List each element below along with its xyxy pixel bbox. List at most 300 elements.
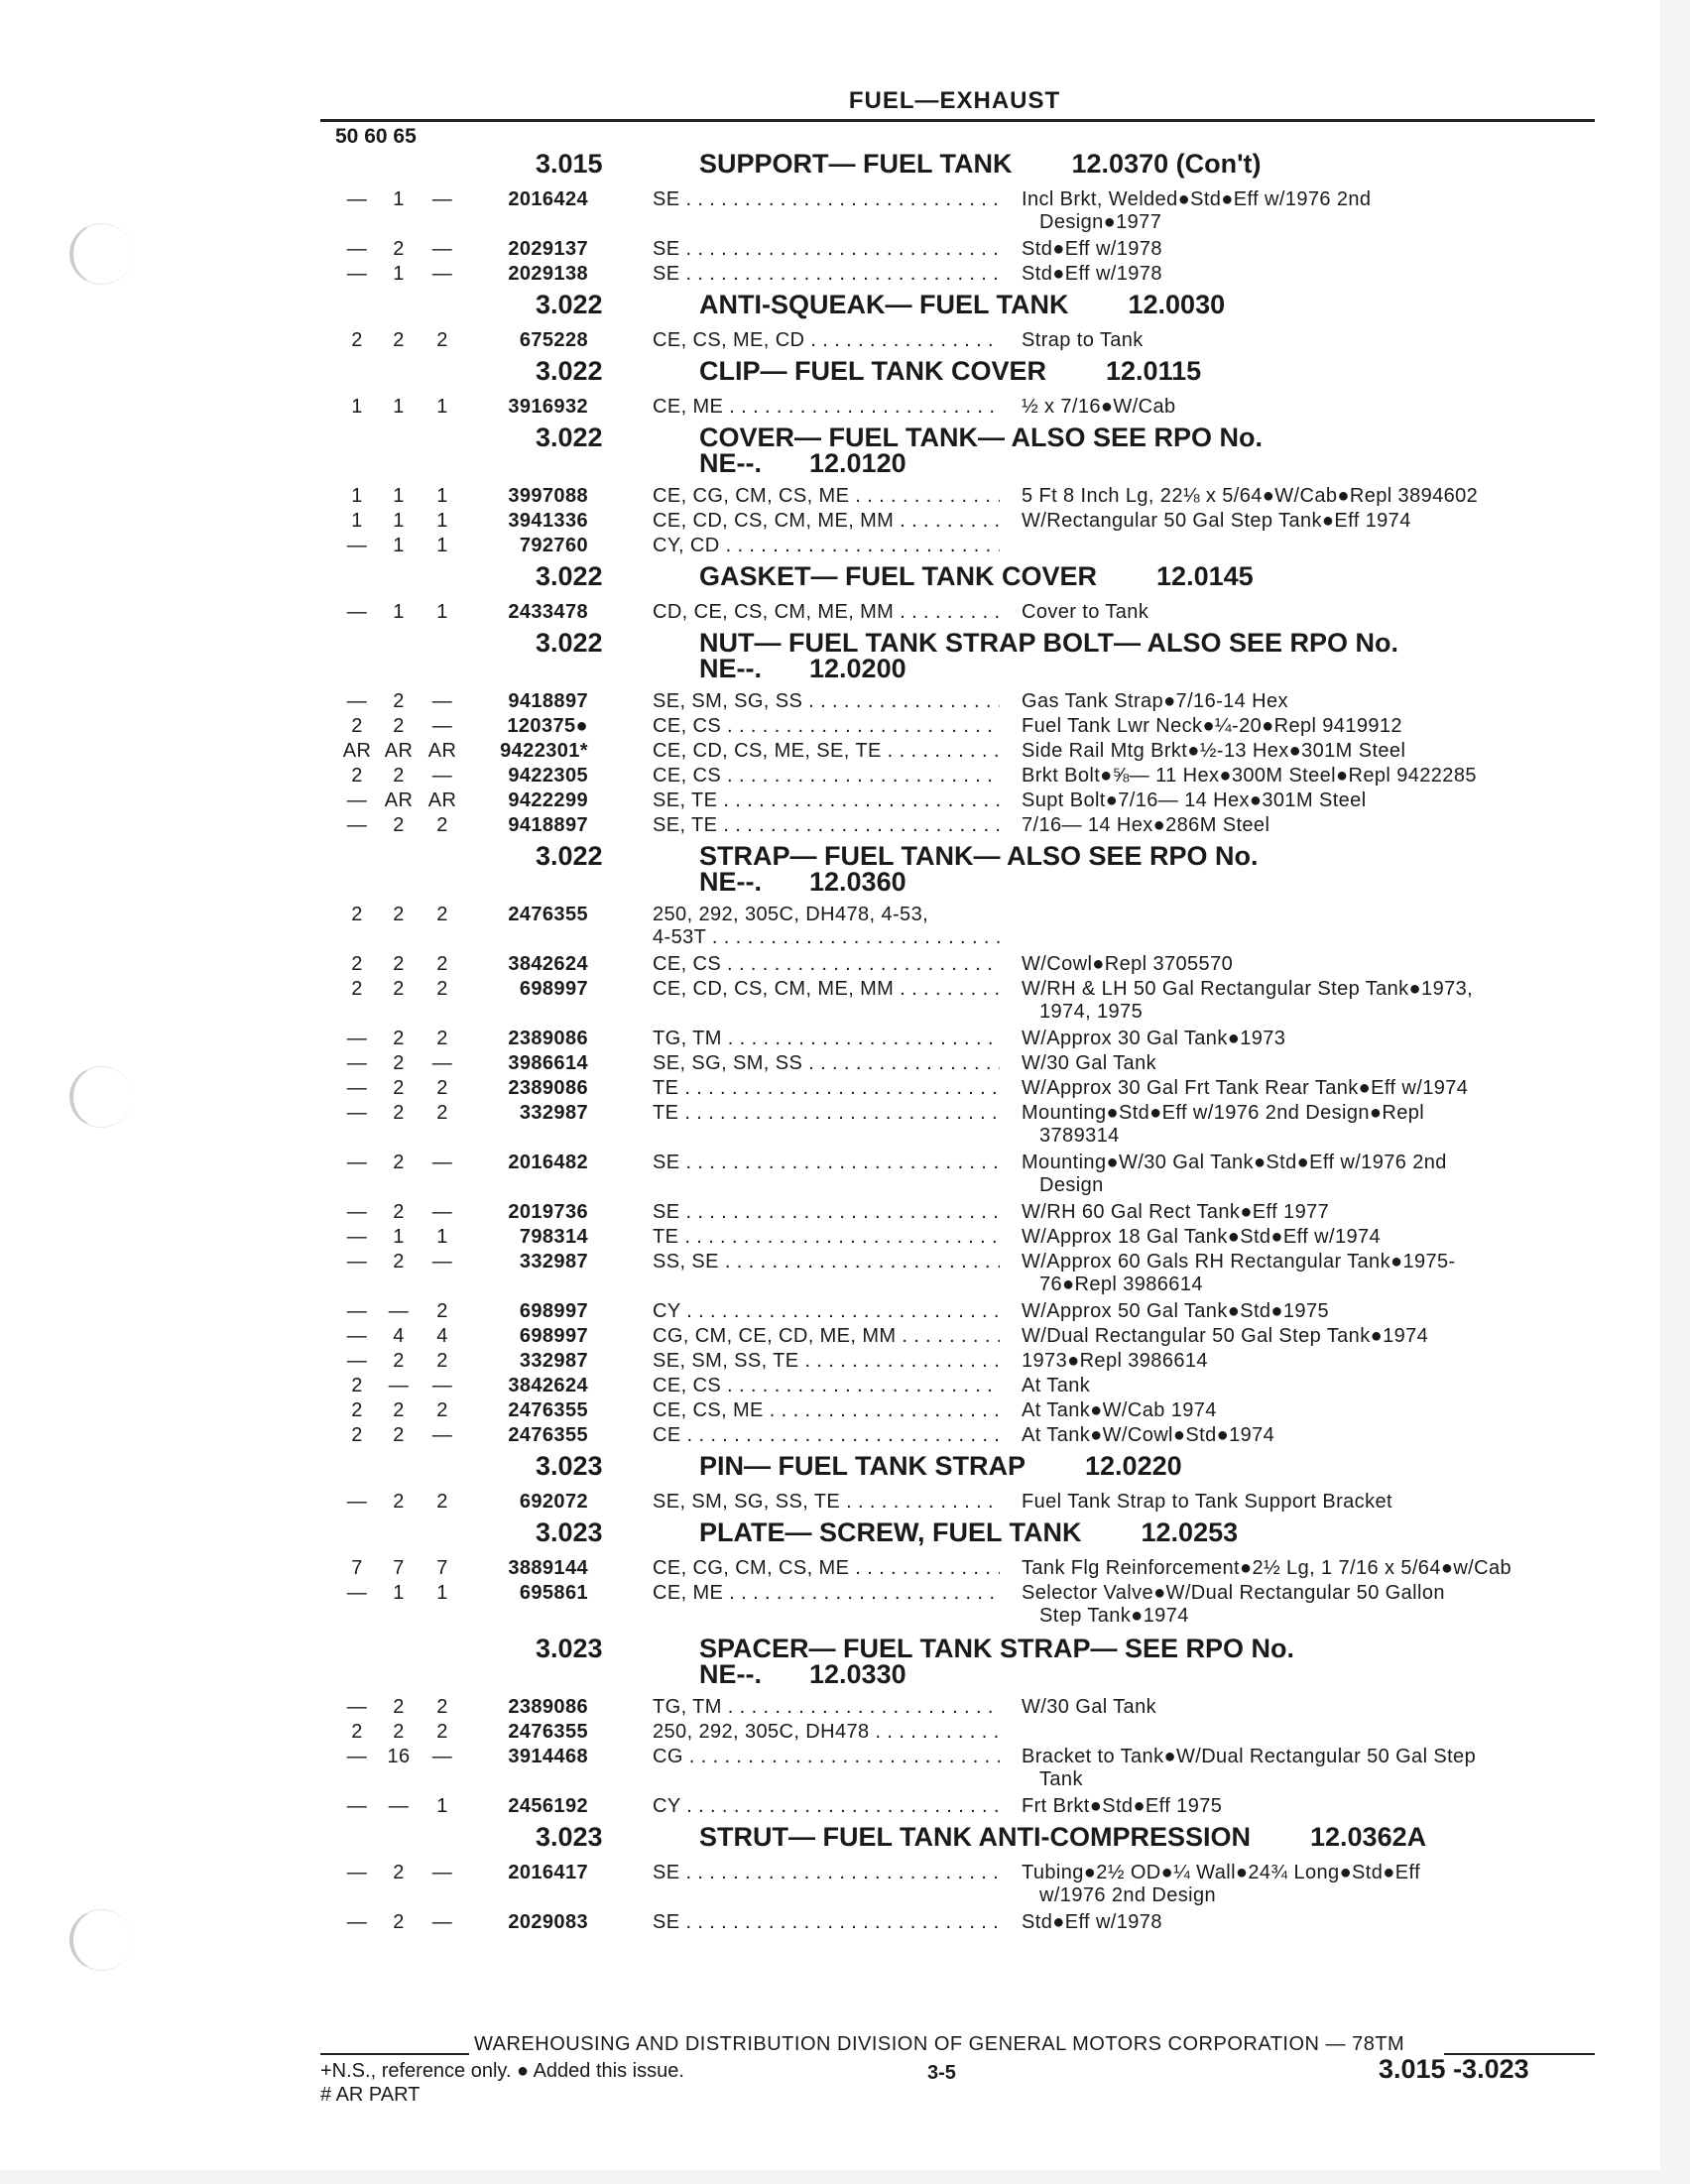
part-description	[1022, 978, 1597, 1024]
parts-row	[0, 904, 1690, 953]
part-number: 3889144	[508, 1557, 588, 1579]
description-line: W/Approx 18 Gal Tank●Std●Eff w/1974	[1022, 1226, 1382, 1248]
qty-cell: 2	[436, 904, 448, 925]
part-number: 3997088	[508, 485, 588, 507]
part-description	[1022, 740, 1597, 763]
footnote-ar-part: # AR PART	[320, 2084, 421, 2106]
qty-cell: 2	[436, 978, 448, 1000]
part-description	[1022, 715, 1597, 738]
part-number: 2019736	[508, 1201, 588, 1223]
part-number: 692072	[519, 1491, 588, 1513]
qty-cell: 1	[351, 396, 363, 418]
part-description	[1022, 1102, 1597, 1148]
description-line: Side Rail Mtg Brkt●½-13 Hex●301M Steel	[1022, 740, 1406, 762]
section-title-cont	[699, 654, 906, 684]
parts-row	[0, 1152, 1690, 1201]
parts-row	[0, 1399, 1690, 1424]
qty-cell: —	[346, 1582, 368, 1604]
section-title-text: PLATE— SCREW, FUEL TANK	[699, 1517, 1082, 1547]
description-line-2: Tank	[1039, 1768, 1083, 1790]
parts-row	[0, 1491, 1690, 1516]
description-line-2: 76●Repl 3986614	[1039, 1274, 1203, 1295]
qty-cell: —	[431, 1424, 453, 1446]
qty-cell: —	[346, 1696, 368, 1718]
model-codes-line: CE, CS . . .	[653, 953, 1000, 976]
qty-cell: 1	[393, 601, 405, 623]
qty-cell: —	[346, 789, 368, 811]
part-number: 2476355	[508, 904, 588, 925]
parts-row	[0, 1862, 1690, 1911]
parts-row	[0, 1795, 1690, 1820]
description-line: Std●Eff w/1978	[1022, 263, 1162, 285]
parts-row	[0, 1226, 1690, 1251]
part-description	[1022, 329, 1597, 352]
qty-cell: —	[431, 1052, 453, 1074]
part-description	[1022, 1795, 1597, 1818]
model-codes	[653, 1582, 1000, 1632]
model-codes	[653, 1152, 1000, 1201]
parts-row	[0, 1582, 1690, 1632]
part-number: 698997	[519, 1300, 588, 1322]
part-description	[1022, 789, 1597, 812]
part-number: 3916932	[508, 396, 588, 418]
qty-cell: 2	[436, 1028, 448, 1049]
model-codes-line: CE, CG, CM, CS, ME . . .	[653, 485, 1000, 508]
section-title	[699, 149, 1262, 180]
qty-cell: 2	[351, 765, 363, 787]
qty-cell: —	[346, 690, 368, 712]
description-line: Frt Brkt●Std●Eff 1975	[1022, 1795, 1223, 1817]
qty-cell: 2	[351, 953, 363, 975]
qty-cell: 2	[393, 1077, 405, 1099]
part-description	[1022, 188, 1597, 234]
qty-cell: 7	[393, 1557, 405, 1579]
description-line: W/Approx 50 Gal Tank●Std●1975	[1022, 1300, 1329, 1322]
qty-cell: 1	[436, 1582, 448, 1604]
model-codes	[653, 1911, 1000, 1961]
qty-cell: —	[431, 263, 453, 285]
part-number: 698997	[519, 978, 588, 1000]
description-line: Std●Eff w/1978	[1022, 238, 1162, 260]
part-number: 2029137	[508, 238, 588, 260]
qty-cell: 2	[436, 1696, 448, 1718]
model-codes-line: CE, CS . . .	[653, 1375, 1000, 1397]
qty-cell: —	[431, 238, 453, 260]
qty-cell: 16	[387, 1746, 411, 1767]
part-description	[1022, 765, 1597, 788]
parts-row	[0, 1375, 1690, 1399]
description-line: Supt Bolt●7/16— 14 Hex●301M Steel	[1022, 789, 1367, 811]
qty-cell: 1	[393, 1582, 405, 1604]
page-title: FUEL—EXHAUST	[848, 87, 1061, 114]
section-number: 3.023	[536, 1517, 603, 1547]
qty-cell: 2	[393, 329, 405, 351]
parts-row	[0, 510, 1690, 535]
section-code: 12.0370 (Con't)	[1071, 149, 1262, 179]
footnote-legend: +N.S., reference only. ● Added this issue.	[320, 2060, 684, 2082]
model-codes-line: SE . . .	[653, 1862, 1000, 1884]
parts-row	[0, 396, 1690, 421]
part-number: 332987	[519, 1350, 588, 1372]
section-number: 3.022	[536, 356, 603, 386]
parts-list	[0, 147, 1690, 1936]
qty-cell: 2	[393, 765, 405, 787]
part-description	[1022, 1251, 1597, 1296]
description-line: W/30 Gal Tank	[1022, 1696, 1157, 1718]
model-codes-line: SE . . .	[653, 1152, 1000, 1174]
part-number: 3941336	[508, 510, 588, 532]
description-line: Selector Valve●W/Dual Rectangular 50 Gallon	[1022, 1582, 1445, 1604]
part-number: 2389086	[508, 1077, 588, 1099]
part-description	[1022, 690, 1597, 713]
section-number: 3.022	[536, 561, 603, 591]
qty-cell: —	[346, 1911, 368, 1933]
qty-cell: 1	[393, 188, 405, 210]
model-codes-line: SE, TE . . .	[653, 789, 1000, 812]
section-title-text-2: NE--.	[699, 654, 762, 683]
footer-text: WAREHOUSING AND DISTRIBUTION DIVISION OF GENERAL MOTORS CORPORATION — 78TM	[474, 2033, 1405, 2055]
section-header	[0, 1449, 1690, 1491]
qty-cell: 1	[436, 1226, 448, 1248]
model-codes-line: CG, CM, CE, CD, ME, MM . . .	[653, 1325, 1000, 1348]
description-line: 5 Ft 8 Inch Lg, 22⅛ x 5/64●W/Cab●Repl 3894602	[1022, 485, 1479, 507]
parts-row	[0, 1102, 1690, 1152]
qty-cell: 2	[351, 904, 363, 925]
qty-cell: 2	[393, 715, 405, 737]
description-line: Strap to Tank	[1022, 329, 1144, 351]
model-codes	[653, 1862, 1000, 1911]
section-header	[0, 421, 1690, 485]
qty-cell: 2	[393, 1152, 405, 1173]
header-rule	[320, 119, 1595, 122]
parts-row	[0, 1557, 1690, 1582]
footer-rule-left	[320, 2053, 469, 2055]
qty-cell: 1	[436, 601, 448, 623]
part-description	[1022, 1375, 1597, 1397]
description-line: Fuel Tank Strap to Tank Support Bracket	[1022, 1491, 1392, 1513]
model-codes-line: CE, CS, ME . . .	[653, 1399, 1000, 1422]
qty-cell: 2	[351, 329, 363, 351]
part-description	[1022, 1399, 1597, 1422]
qty-cell: 2	[393, 1251, 405, 1273]
qty-cell: 2	[436, 1350, 448, 1372]
qty-cell: 2	[436, 1102, 448, 1124]
section-header	[0, 147, 1690, 188]
qty-cell: —	[388, 1300, 410, 1322]
section-code: 12.0120	[809, 448, 906, 478]
section-title	[699, 561, 1254, 592]
parts-row	[0, 953, 1690, 978]
parts-row	[0, 978, 1690, 1028]
part-description	[1022, 485, 1597, 508]
description-line: W/Dual Rectangular 50 Gal Step Tank●1974	[1022, 1325, 1429, 1347]
qty-cell: —	[431, 1152, 453, 1173]
description-line-2: Design●1977	[1039, 211, 1162, 233]
section-title-text: COVER— FUEL TANK— ALSO SEE RPO No.	[699, 423, 1264, 452]
parts-row	[0, 715, 1690, 740]
section-number: 3.022	[536, 628, 603, 658]
qty-cell: 2	[393, 978, 405, 1000]
qty-cell: 2	[351, 978, 363, 1000]
section-header	[0, 559, 1690, 601]
parts-row	[0, 1746, 1690, 1795]
model-codes-line-2: 4-53T . . .	[653, 926, 1000, 949]
description-line: Tank Flg Reinforcement●2½ Lg, 1 7/16 x 5/64●w/Cab	[1022, 1557, 1512, 1579]
section-title	[699, 290, 1225, 320]
model-codes-line: CY . . .	[653, 1300, 1000, 1323]
qty-cell: —	[346, 263, 368, 285]
parts-row	[0, 789, 1690, 814]
description-line: W/RH 60 Gal Rect Tank●Eff 1977	[1022, 1201, 1330, 1223]
model-codes-line: CE, CD, CS, CM, ME, MM . . .	[653, 978, 1000, 1001]
section-header	[0, 354, 1690, 396]
part-number: 9422301*	[500, 740, 588, 762]
section-number: 3.023	[536, 1822, 603, 1852]
qty-cell: 2	[393, 1424, 405, 1446]
model-codes-line: CE, ME . . .	[653, 396, 1000, 419]
description-line: W/Approx 30 Gal Tank●1973	[1022, 1028, 1286, 1049]
model-codes	[653, 188, 1000, 238]
description-line: Bracket to Tank●W/Dual Rectangular 50 Gal Step	[1022, 1746, 1477, 1767]
part-description	[1022, 396, 1597, 419]
description-line: Mounting●W/30 Gal Tank●Std●Eff w/1976 2nd	[1022, 1152, 1447, 1173]
model-codes-line: CE, CD, CS, CM, ME, MM . . .	[653, 510, 1000, 533]
section-title-text: SPACER— FUEL TANK STRAP— SEE RPO No.	[699, 1634, 1295, 1663]
part-number: 695861	[519, 1582, 588, 1604]
part-description	[1022, 1152, 1597, 1197]
description-line: ½ x 7/16●W/Cab	[1022, 396, 1176, 418]
section-number: 3.022	[536, 841, 603, 871]
description-line-2: 1974, 1975	[1039, 1001, 1144, 1023]
qty-cell: 2	[393, 814, 405, 836]
part-description	[1022, 1077, 1597, 1100]
qty-cell: 1	[393, 263, 405, 285]
qty-cell: —	[431, 1251, 453, 1273]
qty-cell: 2	[351, 1399, 363, 1421]
description-line: 1973●Repl 3986614	[1022, 1350, 1208, 1372]
qty-cell: 1	[351, 485, 363, 507]
qty-cell: 2	[351, 715, 363, 737]
parts-row	[0, 329, 1690, 354]
year-column-header: 50 60 65	[335, 125, 417, 148]
model-codes-line: SE . . .	[653, 1911, 1000, 1934]
part-description	[1022, 263, 1597, 286]
qty-cell: —	[388, 1375, 410, 1396]
model-codes-line: SE . . .	[653, 1201, 1000, 1224]
qty-cell: 2	[436, 1491, 448, 1513]
section-header	[0, 1632, 1690, 1696]
model-codes-line: TG, TM . . .	[653, 1696, 1000, 1719]
parts-row	[0, 1325, 1690, 1350]
part-description	[1022, 1911, 1597, 1934]
qty-cell: 1	[351, 510, 363, 532]
part-number: 2433478	[508, 601, 588, 623]
description-line: W/Cowl●Repl 3705570	[1022, 953, 1234, 975]
part-description	[1022, 1424, 1597, 1447]
section-number: 3.022	[536, 290, 603, 319]
qty-cell: —	[346, 188, 368, 210]
qty-cell: 1	[436, 535, 448, 556]
section-title-text: STRAP— FUEL TANK— ALSO SEE RPO No.	[699, 841, 1259, 871]
section-header	[0, 288, 1690, 329]
qty-cell: 2	[436, 1399, 448, 1421]
model-codes-line: TE . . .	[653, 1102, 1000, 1125]
qty-cell: 4	[436, 1325, 448, 1347]
part-number: 9418897	[508, 690, 588, 712]
qty-cell: AR	[384, 789, 414, 811]
section-title-text-2: NE--.	[699, 448, 762, 478]
qty-cell: —	[431, 715, 453, 737]
part-number: 2016482	[508, 1152, 588, 1173]
qty-cell: —	[346, 1102, 368, 1124]
section-code: 12.0220	[1085, 1451, 1182, 1481]
qty-cell: —	[431, 188, 453, 210]
section-header	[0, 839, 1690, 904]
qty-cell: AR	[427, 740, 457, 762]
qty-cell: 2	[393, 238, 405, 260]
part-description	[1022, 953, 1597, 976]
section-number: 3.023	[536, 1634, 603, 1663]
parts-row	[0, 1696, 1690, 1721]
page-number: 3-5	[927, 2062, 956, 2084]
page-range: 3.015 -3.023	[1379, 2054, 1529, 2084]
section-title-text: NUT— FUEL TANK STRAP BOLT— ALSO SEE RPO No.	[699, 628, 1399, 658]
model-codes-line: CG . . .	[653, 1746, 1000, 1768]
qty-cell: 2	[393, 1911, 405, 1933]
parts-row	[0, 1350, 1690, 1375]
part-description	[1022, 1746, 1597, 1791]
qty-cell: 2	[393, 1491, 405, 1513]
description-line-2: 3789314	[1039, 1125, 1120, 1147]
section-title-text-2: NE--.	[699, 1659, 762, 1689]
section-title	[699, 356, 1201, 387]
description-line: At Tank●W/Cab 1974	[1022, 1399, 1217, 1421]
model-codes-line: CE . . .	[653, 1424, 1000, 1447]
description-line: At Tank●W/Cowl●Std●1974	[1022, 1424, 1275, 1446]
section-title	[699, 1822, 1426, 1853]
model-codes-line: SE . . .	[653, 238, 1000, 261]
description-line: Std●Eff w/1978	[1022, 1911, 1162, 1933]
part-number: 675228	[519, 329, 588, 351]
qty-cell: —	[346, 1862, 368, 1883]
parts-row	[0, 814, 1690, 839]
model-codes-line: 250, 292, 305C, DH478 . . .	[653, 1721, 1000, 1744]
section-code: 12.0253	[1141, 1517, 1239, 1547]
model-codes-line: SE, SM, SG, SS . . .	[653, 690, 1000, 713]
model-codes	[653, 904, 1000, 953]
part-number: 9418897	[508, 814, 588, 836]
qty-cell: 2	[393, 953, 405, 975]
qty-cell: 1	[393, 535, 405, 556]
part-description	[1022, 1696, 1597, 1719]
description-line: At Tank	[1022, 1375, 1091, 1396]
parts-row	[0, 1251, 1690, 1300]
model-codes-line: SE, SM, SS, TE . . .	[653, 1350, 1000, 1373]
model-codes	[653, 978, 1000, 1028]
part-description	[1022, 1201, 1597, 1224]
section-title-text: GASKET— FUEL TANK COVER	[699, 561, 1098, 591]
part-number: 120375●	[507, 715, 588, 737]
qty-cell: 2	[393, 1721, 405, 1743]
part-description	[1022, 1491, 1597, 1514]
model-codes-line: SE, TE . . .	[653, 814, 1000, 837]
section-code: 12.0145	[1156, 561, 1254, 591]
part-number: 2476355	[508, 1399, 588, 1421]
description-line: Incl Brkt, Welded●Std●Eff w/1976 2nd	[1022, 188, 1372, 210]
qty-cell: —	[346, 1152, 368, 1173]
description-line: Mounting●Std●Eff w/1976 2nd Design●Repl	[1022, 1102, 1425, 1124]
section-title-text: ANTI-SQUEAK— FUEL TANK	[699, 290, 1069, 319]
qty-cell: 2	[393, 1862, 405, 1883]
qty-cell: —	[346, 1077, 368, 1099]
section-title-cont	[699, 448, 906, 479]
part-description	[1022, 1028, 1597, 1050]
qty-cell: 2	[393, 1102, 405, 1124]
model-codes	[653, 1746, 1000, 1795]
parts-row	[0, 1721, 1690, 1746]
description-line: Tubing●2½ OD●¼ Wall●24¾ Long●Std●Eff	[1022, 1862, 1421, 1883]
parts-row	[0, 238, 1690, 263]
qty-cell: 1	[393, 1226, 405, 1248]
section-code: 12.0360	[809, 867, 906, 897]
part-number: 2016424	[508, 188, 588, 210]
model-codes-line: CE, CS . . .	[653, 715, 1000, 738]
section-number: 3.015	[536, 149, 603, 179]
description-line: Fuel Tank Lwr Neck●¼-20●Repl 9419912	[1022, 715, 1402, 737]
section-title-cont	[699, 1659, 906, 1690]
model-codes-line: CE, CS, ME, CD . . .	[653, 329, 1000, 352]
description-line: W/Approx 30 Gal Frt Tank Rear Tank●Eff w/1974	[1022, 1077, 1469, 1099]
qty-cell: 2	[436, 1721, 448, 1743]
qty-cell: AR	[342, 740, 372, 762]
qty-cell: 2	[351, 1721, 363, 1743]
section-title-text: SUPPORT— FUEL TANK	[699, 149, 1013, 179]
qty-cell: 2	[351, 1375, 363, 1396]
qty-cell: 2	[393, 1052, 405, 1074]
part-number: 2029083	[508, 1911, 588, 1933]
part-number: 2029138	[508, 263, 588, 285]
description-line: W/Approx 60 Gals RH Rectangular Tank●1975-	[1022, 1251, 1456, 1273]
qty-cell: —	[346, 1028, 368, 1049]
qty-cell: 1	[436, 1795, 448, 1817]
qty-cell: 2	[436, 329, 448, 351]
model-codes	[653, 1102, 1000, 1152]
description-line-2: Step Tank●1974	[1039, 1605, 1189, 1627]
model-codes-line: CE, CS . . .	[653, 765, 1000, 788]
qty-cell: 7	[436, 1557, 448, 1579]
part-description	[1022, 510, 1597, 533]
qty-cell: 1	[393, 396, 405, 418]
section-number: 3.022	[536, 423, 603, 452]
qty-cell: —	[346, 1201, 368, 1223]
model-codes-line: SE, SM, SG, SS, TE . . .	[653, 1491, 1000, 1514]
qty-cell: —	[346, 1300, 368, 1322]
model-codes-line: SS, SE . . .	[653, 1251, 1000, 1274]
description-line: 7/16— 14 Hex●286M Steel	[1022, 814, 1270, 836]
section-code: 12.0030	[1128, 290, 1226, 319]
part-number: 3914468	[508, 1746, 588, 1767]
qty-cell: 2	[436, 1077, 448, 1099]
part-description	[1022, 1300, 1597, 1323]
section-code: 12.0362A	[1310, 1822, 1427, 1852]
description-line-2: w/1976 2nd Design	[1039, 1884, 1217, 1906]
part-number: 332987	[519, 1102, 588, 1124]
qty-cell: 2	[393, 1028, 405, 1049]
description-line: Gas Tank Strap●7/16-14 Hex	[1022, 690, 1288, 712]
part-number: 698997	[519, 1325, 588, 1347]
qty-cell: —	[346, 1491, 368, 1513]
qty-cell: —	[346, 601, 368, 623]
